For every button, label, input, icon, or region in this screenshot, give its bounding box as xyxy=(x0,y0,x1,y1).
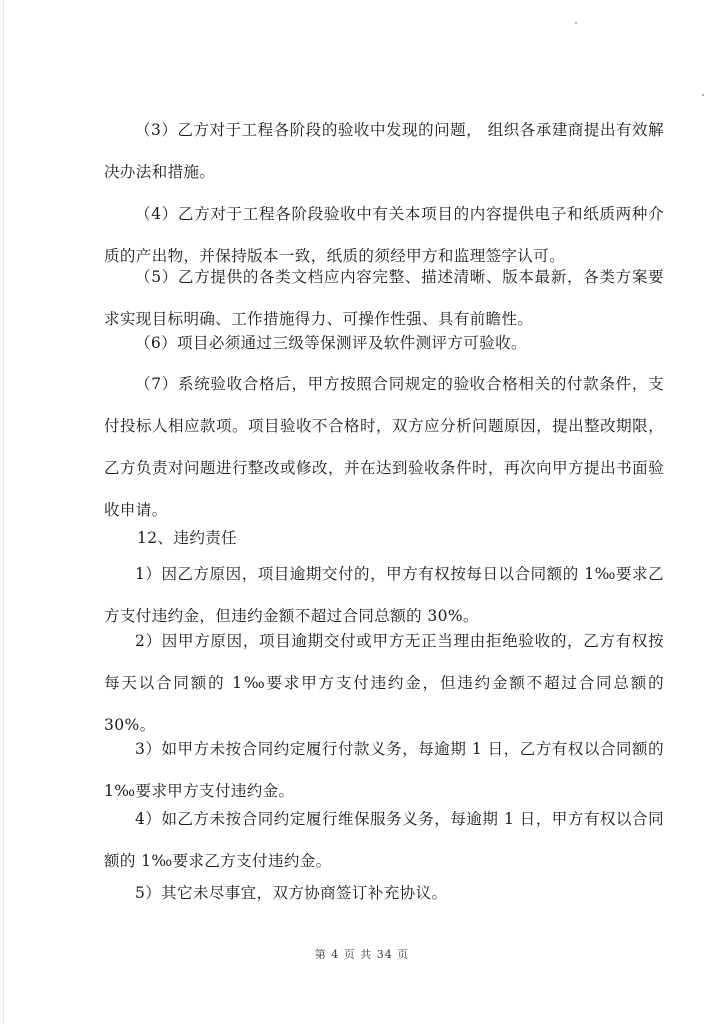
paragraph-acceptance-5: （5）乙方提供的各类文档应内容完整、描述清晰、版本最新，各类方案要求实现目标明确、工作措施得力、可操作性强、具有前瞻性。 xyxy=(104,268,664,328)
paragraph-breach-1: 1）因乙方原因，项目逾期交付的，甲方有权按每日以合同额的 1‰要求乙方支付违约金，但违约金额不超过合同总额的 30%。 xyxy=(104,565,664,625)
paragraph-acceptance-7: （7）系统验收合格后，甲方按照合同规定的验收合格相关的付款条件，支付投标人相应款项。项目验收不合格时，双方应分析问题原因，提出整改期限，乙方负责对问题进行整改或修改，并在达到验收条件时，再次向甲方提出书面验收申请。 xyxy=(104,375,664,519)
paragraph-breach-2: 2）因甲方原因，项目逾期交付或甲方无正当理由拒绝验收的，乙方有权按每天以合同额的 1‰要求甲方支付违约金，但违约金额不超过合同总额的 30%。 xyxy=(104,632,664,734)
paragraph-breach-3: 3）如甲方未按合同约定履行付款义务，每逾期 1 日，乙方有权以合同额的 1‰要求甲方支付违约金。 xyxy=(104,740,664,800)
page-number-footer: 第 4 页 共 34 页 xyxy=(314,948,410,961)
scan-speck xyxy=(702,94,704,96)
scan-edge-shadow xyxy=(3,0,4,1024)
section-heading-breach-liability: 12、违约责任 xyxy=(137,529,238,547)
paragraph-acceptance-4: （4）乙方对于工程各阶段验收中有关本项目的内容提供电子和纸质两种介质的产出物，并保持版本一致，纸质的须经甲方和监理签字认可。 xyxy=(104,205,664,265)
paragraph-breach-5: 5）其它未尽事宜，双方协商签订补充协议。 xyxy=(135,884,448,902)
paragraph-acceptance-3: （3）乙方对于工程各阶段的验收中发现的问题， 组织各承建商提出有效解决办法和措施。 xyxy=(104,121,664,181)
scan-speck xyxy=(575,22,577,24)
paragraph-breach-4: 4）如乙方未按合同约定履行维保服务义务，每逾期 1 日，甲方有权以合同额的 1‰要求乙方支付违约金。 xyxy=(104,810,664,870)
paragraph-acceptance-6: （6）项目必须通过三级等保测评及软件测评方可验收。 xyxy=(135,334,527,352)
